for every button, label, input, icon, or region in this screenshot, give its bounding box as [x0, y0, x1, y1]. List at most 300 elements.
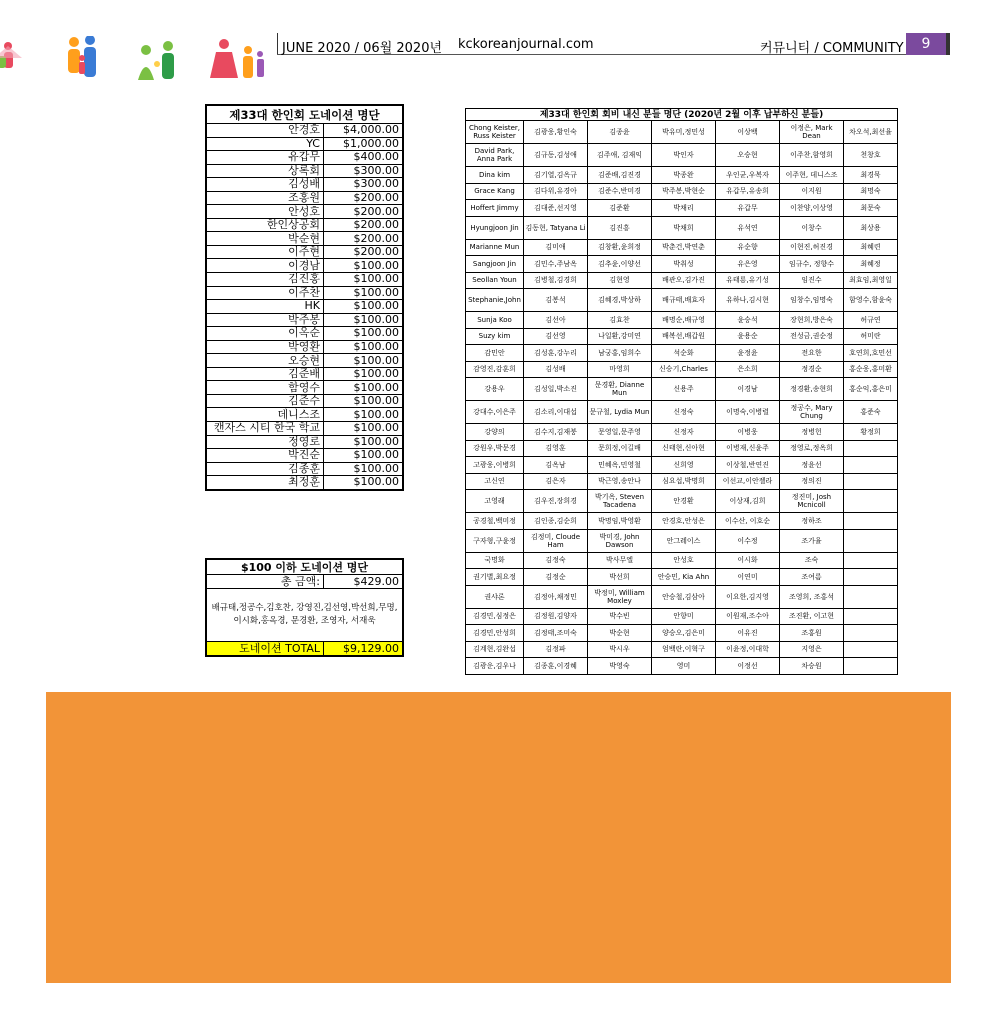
member-row [466, 658, 898, 675]
donation-row [206, 259, 403, 273]
donation-amount: $100.00 [324, 367, 404, 381]
member-cell: 권샤론 [466, 585, 524, 608]
member-cell: 이유진 [716, 625, 780, 642]
member-row [466, 529, 898, 552]
member-cell: 정진미, Josh Mcnicoll [780, 490, 844, 513]
grand-total-label: 도네이션 TOTAL [206, 642, 324, 657]
member-row [466, 424, 898, 441]
member-cell: 지영은 [780, 641, 844, 658]
member-cell: 이정선 [716, 658, 780, 675]
member-cell: 문영일,문주영 [588, 424, 652, 441]
member-cell: 홍순웅,홍미환 [844, 361, 898, 378]
donation-amount: $4,000.00 [324, 124, 404, 138]
member-cell: 김현영 [588, 272, 652, 289]
member-row [466, 328, 898, 345]
member-row [466, 361, 898, 378]
donor-name: 캔자스 시티 한국 학교 [206, 422, 324, 436]
member-cell: 박기옥, Steven Tacadena [588, 490, 652, 513]
member-cell: 박사무엘 [588, 552, 652, 569]
family-icons-banner [0, 36, 272, 86]
member-row [466, 239, 898, 256]
member-cell: 김정파 [524, 641, 588, 658]
member-cell [844, 490, 898, 513]
member-cell: 정경순 [780, 361, 844, 378]
small-donation-title: $100 이하 도네이션 명단 [206, 559, 403, 575]
member-cell: 최혜련 [844, 239, 898, 256]
member-cell: 이상백 [716, 121, 780, 144]
donation-row [206, 435, 403, 449]
member-cell: 고광웅,이병희 [466, 457, 524, 474]
member-cell: 이수정 [716, 529, 780, 552]
donor-name: 이경남 [206, 259, 324, 273]
member-cell: Grace Kang [466, 183, 524, 200]
member-cell: 국명화 [466, 552, 524, 569]
member-cell: 김병철,김경희 [524, 272, 588, 289]
member-cell [844, 457, 898, 474]
member-cell: 김영훈 [524, 440, 588, 457]
member-cell: 이경남 [716, 378, 780, 401]
member-cell: 안그레이스 [652, 529, 716, 552]
member-cell: Sunja Koo [466, 312, 524, 329]
donation-amount: $100.00 [324, 408, 404, 422]
member-cell: 이주찬,함영희 [780, 144, 844, 167]
member-cell: 최상용 [844, 216, 898, 239]
member-cell: 함영수,함윤숙 [844, 289, 898, 312]
donation-amount: $100.00 [324, 286, 404, 300]
member-cell: Marianne Mun [466, 239, 524, 256]
donor-name: 김준배 [206, 367, 324, 381]
grand-total-amount: $9,129.00 [324, 642, 404, 657]
member-cell: 정경환,송현희 [780, 378, 844, 401]
donation-amount: $400.00 [324, 151, 404, 165]
member-cell: 김준수,반미경 [588, 183, 652, 200]
donor-name: HK [206, 300, 324, 314]
donor-name: 유갑무 [206, 151, 324, 165]
member-cell: 강대수,이은주 [466, 401, 524, 424]
member-cell: 정윤선 [780, 457, 844, 474]
member-cell: 김소리,이대섭 [524, 401, 588, 424]
donation-row [206, 422, 403, 436]
donation-amount: $100.00 [324, 476, 404, 490]
donation-row [206, 462, 403, 476]
member-cell: 신정숙 [652, 401, 716, 424]
donor-name: 상록회 [206, 164, 324, 178]
member-cell [844, 585, 898, 608]
member-cell: 박주봉,박현순 [652, 183, 716, 200]
donation-amount: $100.00 [324, 422, 404, 436]
member-cell: 김준배,김진경 [588, 167, 652, 184]
donor-name: 안성호 [206, 205, 324, 219]
member-cell: 배복선,배갑원 [652, 328, 716, 345]
member-row [466, 473, 898, 490]
member-cell: 유태룡,유기성 [716, 272, 780, 289]
member-cell: 박종완 [652, 167, 716, 184]
donor-name: 데니스조 [206, 408, 324, 422]
issue-date: JUNE 2020 / 06월 2020년 [282, 41, 443, 56]
member-cell: 심요섭,박명희 [652, 473, 716, 490]
member-cell: 이병재,신윤주 [716, 440, 780, 457]
donation-table-title: 제33대 한인회 도네이션 명단 [206, 105, 403, 124]
member-cell: 유갑무 [716, 200, 780, 217]
donation-amount: $100.00 [324, 394, 404, 408]
member-cell: 조홍원 [780, 625, 844, 642]
member-cell: 조영희, 조홍석 [780, 585, 844, 608]
member-cell: 이상재,김희 [716, 490, 780, 513]
member-cell [844, 608, 898, 625]
member-cell: 신정자 [652, 424, 716, 441]
member-cell: 최경묵 [844, 167, 898, 184]
member-cell: 김준환 [588, 200, 652, 217]
member-cell: 안승철,김삼아 [652, 585, 716, 608]
member-cell: 허규연 [844, 312, 898, 329]
donation-row [206, 218, 403, 232]
donation-amount: $200.00 [324, 218, 404, 232]
donation-amount: $100.00 [324, 300, 404, 314]
member-cell: 홍준숙 [844, 401, 898, 424]
donation-amount: $100.00 [324, 259, 404, 273]
member-cell: 배명순,배규영 [652, 312, 716, 329]
donation-amount: $100.00 [324, 313, 404, 327]
donation-amount: $300.00 [324, 164, 404, 178]
donation-amount: $100.00 [324, 354, 404, 368]
member-cell: 이상철,반연진 [716, 457, 780, 474]
member-cell: 김성일,박소진 [524, 378, 588, 401]
member-cell: 석순화 [652, 345, 716, 362]
member-cell: 고영래 [466, 490, 524, 513]
member-row [466, 345, 898, 362]
site-url: kckoreanjournal.com [458, 37, 594, 52]
donor-name: 함영수 [206, 381, 324, 395]
member-cell [844, 529, 898, 552]
member-cell: 김정태,조미숙 [524, 625, 588, 642]
family-icon [138, 41, 174, 80]
member-cell: 이시화 [716, 552, 780, 569]
page-number-badge: 9 [906, 33, 946, 55]
member-row [466, 490, 898, 513]
member-cell: 이윤정,이대학 [716, 641, 780, 658]
donation-row [206, 449, 403, 463]
member-cell: 박미경, John Dawson [588, 529, 652, 552]
member-cell: 김주애, 김재익 [588, 144, 652, 167]
donation-row [206, 164, 403, 178]
member-cell: 김대준,선지영 [524, 200, 588, 217]
member-cell: 전요한 [780, 345, 844, 362]
donation-row [206, 124, 403, 138]
member-row [466, 272, 898, 289]
member-row [466, 569, 898, 586]
member-cell: 김규동,김성애 [524, 144, 588, 167]
member-row [466, 183, 898, 200]
donation-row [206, 137, 403, 151]
member-cell: Chong Keister, Russ Keister [466, 121, 524, 144]
member-cell: 윤승석 [716, 312, 780, 329]
donor-name: 정영로 [206, 435, 324, 449]
member-cell [844, 513, 898, 530]
small-donor-names: 배규태,정공수,김호찬, 강영진,김선영,박선희,무명,이시화,홍옥경, 문경환, 조영자, 서재욱 [211, 603, 398, 626]
donor-name: 김진홍 [206, 273, 324, 287]
member-cell: 박근영,송안나 [588, 473, 652, 490]
member-row [466, 378, 898, 401]
donor-name: 김준수 [206, 394, 324, 408]
donation-row [206, 367, 403, 381]
member-cell: 호연희,호민선 [844, 345, 898, 362]
member-cell: 박순현 [588, 625, 652, 642]
member-cell: 정하조 [780, 513, 844, 530]
member-cell: 이주현, 데니스조 [780, 167, 844, 184]
member-cell: 신승기,Charles [652, 361, 716, 378]
donation-row [206, 313, 403, 327]
member-cell: Hyungjoon Jin [466, 216, 524, 239]
member-cell: 김정미, Cloude Ham [524, 529, 588, 552]
member-cell: 최문숙 [844, 200, 898, 217]
orange-ad-block [46, 692, 951, 983]
member-cell: 박정미, William Moxley [588, 585, 652, 608]
donor-name: 이주찬 [206, 286, 324, 300]
member-cell: 박시우 [588, 641, 652, 658]
member-cell: 박채리 [652, 200, 716, 217]
member-cell: 배관오,김가진 [652, 272, 716, 289]
donor-name: 박순현 [206, 232, 324, 246]
member-cell: 이연미 [716, 569, 780, 586]
donation-row [206, 476, 403, 490]
member-cell: 박춘건,박연춘 [652, 239, 716, 256]
family-icon [0, 42, 22, 68]
member-cell: 신용주 [652, 378, 716, 401]
member-cell [844, 473, 898, 490]
member-cell: 김경민,안성희 [466, 625, 524, 642]
member-cell: 임진수 [780, 272, 844, 289]
member-cell: 조가율 [780, 529, 844, 552]
member-cell: 문경환, Dianne Mun [588, 378, 652, 401]
member-cell: 김다위,유경아 [524, 183, 588, 200]
member-row [466, 216, 898, 239]
member-cell: 조숙 [780, 552, 844, 569]
member-cell: 최명숙 [844, 183, 898, 200]
member-row [466, 167, 898, 184]
member-cell: 김광웅,황인숙 [524, 121, 588, 144]
member-cell: 배규태,배효자 [652, 289, 716, 312]
donation-amount: $200.00 [324, 205, 404, 219]
donor-name: 김성배 [206, 178, 324, 192]
member-row [466, 312, 898, 329]
member-cell: Sangjoon Jin [466, 256, 524, 273]
member-cell [844, 440, 898, 457]
member-cell: Dina kim [466, 167, 524, 184]
member-cell: 안경환 [652, 490, 716, 513]
donation-row [206, 205, 403, 219]
member-cell: 박유미,정민성 [652, 121, 716, 144]
member-cell: 김봉석 [524, 289, 588, 312]
donation-amount: $100.00 [324, 462, 404, 476]
member-cell [844, 569, 898, 586]
member-cell: 감영진,감훈희 [466, 361, 524, 378]
member-cell: 최혜정 [844, 256, 898, 273]
member-cell: 박영숙 [588, 658, 652, 675]
member-cell: 엄백란,이혁구 [652, 641, 716, 658]
member-cell: 장현희,방은숙 [780, 312, 844, 329]
member-cell: 정의진 [780, 473, 844, 490]
donor-name: 최정훈 [206, 476, 324, 490]
member-cell [844, 658, 898, 675]
member-cell: 김종훈,이경혜 [524, 658, 588, 675]
member-row [466, 641, 898, 658]
member-row [466, 513, 898, 530]
donation-amount: $1,000.00 [324, 137, 404, 151]
donation-row [206, 300, 403, 314]
donation-row [206, 232, 403, 246]
member-cell: 김수지,김재붕 [524, 424, 588, 441]
donation-row [206, 394, 403, 408]
member-cell: 홍순익,홍은미 [844, 378, 898, 401]
member-cell: 이원재,조수아 [716, 608, 780, 625]
member-cell: 김종윤 [588, 121, 652, 144]
member-cell: 신희영 [652, 457, 716, 474]
member-cell: 조여름 [780, 569, 844, 586]
member-row [466, 457, 898, 474]
member-cell: 유하나,김시현 [716, 289, 780, 312]
member-cell: 안경호,안성은 [652, 513, 716, 530]
member-cell: 이병웅 [716, 424, 780, 441]
member-cell: 유순향 [716, 239, 780, 256]
member-cell: 감민안 [466, 345, 524, 362]
member-cell: 안성호 [652, 552, 716, 569]
member-cell: 유은영 [716, 256, 780, 273]
donation-amount: $200.00 [324, 232, 404, 246]
member-row [466, 144, 898, 167]
donation-row [206, 340, 403, 354]
member-cell: 정영로,정옥희 [780, 440, 844, 457]
donation-amount: $100.00 [324, 449, 404, 463]
member-cell: 김선아 [524, 312, 588, 329]
member-cell: 정공수, Mary Chung [780, 401, 844, 424]
member-cell: 차승원 [780, 658, 844, 675]
donation-row [206, 408, 403, 422]
member-cell: David Park, Anna Park [466, 144, 524, 167]
donor-name: 박진순 [206, 449, 324, 463]
member-cell: 구자형,구윤정 [466, 529, 524, 552]
member-cell: 고신연 [466, 473, 524, 490]
member-row [466, 121, 898, 144]
member-row [466, 552, 898, 569]
member-cell: 이창수 [780, 216, 844, 239]
member-cell: 김은자 [524, 473, 588, 490]
member-cell: 김성훈,강누리 [524, 345, 588, 362]
member-cell: 전성금,권순정 [780, 328, 844, 345]
member-cell: 이명숙,이병렬 [716, 401, 780, 424]
member-cell: 이지원 [780, 183, 844, 200]
donation-amount: $200.00 [324, 245, 404, 259]
member-cell: 나일환,강미연 [588, 328, 652, 345]
member-cell: Seollan Youn [466, 272, 524, 289]
member-cell: 박채희 [652, 216, 716, 239]
member-cell: 김성배 [524, 361, 588, 378]
member-cell: 최효임,최영일 [844, 272, 898, 289]
donation-amount: $100.00 [324, 340, 404, 354]
member-row [466, 585, 898, 608]
member-cell: 이현진,허진경 [780, 239, 844, 256]
member-cell: 민혜옥,민영철 [588, 457, 652, 474]
member-cell: 공경철,백미정 [466, 513, 524, 530]
donor-name: 김종훈 [206, 462, 324, 476]
donor-name: YC [206, 137, 324, 151]
member-cell: 김광운,김우나 [466, 658, 524, 675]
member-cell: 임규수, 정향수 [780, 256, 844, 273]
member-cell: 우인균,우복자 [716, 167, 780, 184]
member-cell: Suzy kim [466, 328, 524, 345]
member-cell: 김정아,채정민 [524, 585, 588, 608]
member-row [466, 289, 898, 312]
donor-name: 박주봉 [206, 313, 324, 327]
donation-row [206, 273, 403, 287]
member-cell: 유갑무,유송희 [716, 183, 780, 200]
member-cell: 김민수,주남옥 [524, 256, 588, 273]
member-cell: 김정숙 [524, 552, 588, 569]
member-cell [844, 625, 898, 642]
member-cell: 박취성 [652, 256, 716, 273]
donor-name: 조홍원 [206, 191, 324, 205]
member-cell: 박선희 [588, 569, 652, 586]
member-cell: 윤용순 [716, 328, 780, 345]
member-cell: 천창호 [844, 144, 898, 167]
donation-row [206, 327, 403, 341]
member-cell: 김선영 [524, 328, 588, 345]
member-dues-table [465, 108, 898, 675]
member-cell: 강양의 [466, 424, 524, 441]
member-cell: 안향미 [652, 608, 716, 625]
member-cell: 박명임,박영환 [588, 513, 652, 530]
member-cell: 박수빈 [588, 608, 652, 625]
donation-amount: $100.00 [324, 381, 404, 395]
member-row [466, 440, 898, 457]
member-cell: Stephanie,John [466, 289, 524, 312]
member-cell: 신태현,신아현 [652, 440, 716, 457]
donor-name: 안경호 [206, 124, 324, 138]
member-row [466, 200, 898, 217]
donation-row [206, 381, 403, 395]
member-row [466, 608, 898, 625]
member-cell: 김혜경,박상하 [588, 289, 652, 312]
member-cell: 정병헌 [780, 424, 844, 441]
member-cell: 김정원,김양자 [524, 608, 588, 625]
donation-row [206, 354, 403, 368]
member-cell: 윤정윤 [716, 345, 780, 362]
member-cell: 이수산, 이호순 [716, 513, 780, 530]
member-cell: 김기열,김옥규 [524, 167, 588, 184]
donor-name: 이옥순 [206, 327, 324, 341]
member-cell: 은소희 [716, 361, 780, 378]
donation-row [206, 151, 403, 165]
member-cell: 김진흥 [588, 216, 652, 239]
member-cell: 강원우,박문경 [466, 440, 524, 457]
member-cell: 조진환, 이고현 [780, 608, 844, 625]
member-cell: 황정희 [844, 424, 898, 441]
donation-row [206, 245, 403, 259]
member-cell: Hoffert Jimmy [466, 200, 524, 217]
member-cell: 김효찬 [588, 312, 652, 329]
member-cell: 김정순 [524, 569, 588, 586]
member-cell [844, 641, 898, 658]
donor-name: 한인상공회 [206, 218, 324, 232]
donor-name: 오승현 [206, 354, 324, 368]
member-row [466, 256, 898, 273]
member-cell: 남궁홍,임희수 [588, 345, 652, 362]
member-cell: 김옥남 [524, 457, 588, 474]
donor-name: 박영환 [206, 340, 324, 354]
donation-amount: $300.00 [324, 178, 404, 192]
section-title: 커뮤니티 / COMMUNITY [760, 41, 904, 56]
member-cell: 임창수,임명숙 [780, 289, 844, 312]
member-cell: 박인자 [652, 144, 716, 167]
